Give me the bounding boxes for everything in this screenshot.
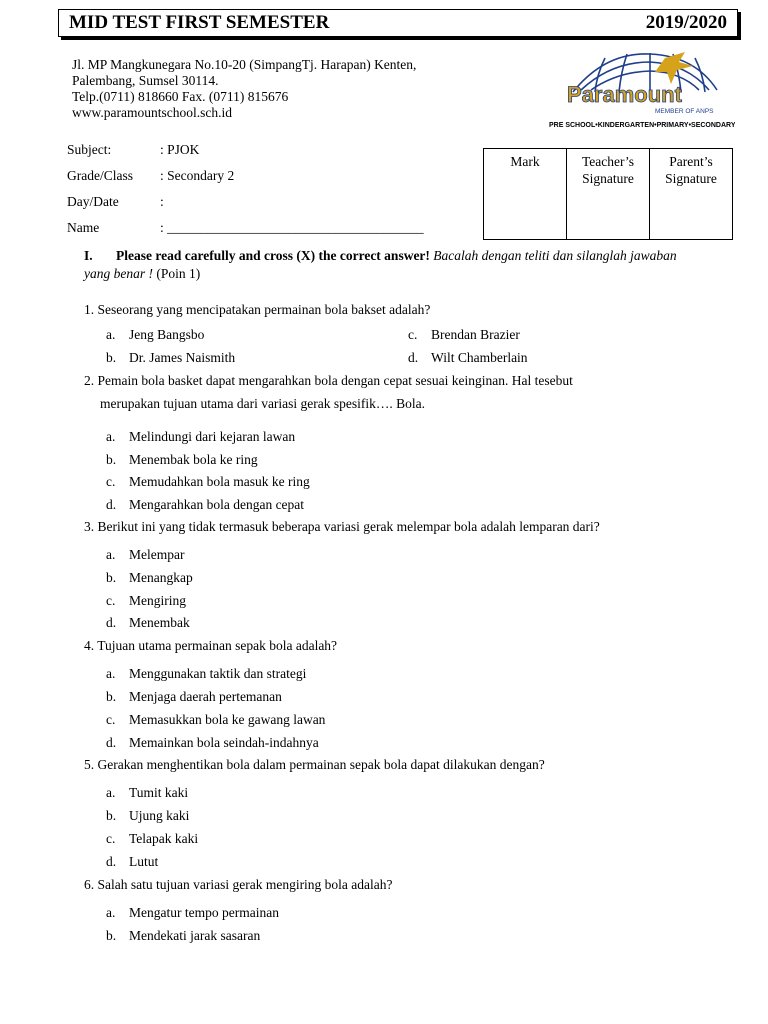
question-2: 2. Pemain bola basket dapat mengarahkan bola dengan cepat sesuai keinginan. Hal tesebut: [84, 373, 573, 388]
option-text: Ujung kaki: [129, 808, 190, 823]
option-4a[interactable]: [106, 665, 306, 682]
option-text: Mendekati jarak sasaran: [129, 928, 261, 943]
info-value: : Secondary 2: [160, 168, 235, 183]
option-6a[interactable]: [106, 904, 279, 921]
option-text: Dr. James Naismith: [129, 350, 236, 365]
mark-label: Mark: [510, 154, 540, 169]
option-text: Brendan Brazier: [431, 327, 520, 342]
option-letter: b.: [106, 350, 117, 365]
info-row-grade: [67, 163, 424, 189]
option-letter: d.: [106, 854, 117, 869]
address-line: Palembang, Sumsel 30114.: [72, 73, 219, 88]
option-1d[interactable]: [408, 349, 528, 366]
globe-icon: [545, 50, 735, 130]
exam-title: MID TEST FIRST SEMESTER: [69, 12, 330, 33]
info-value: :: [160, 194, 164, 209]
phone-line: Telp.(0711) 818660 Fax. (0711) 815676: [72, 89, 289, 104]
option-text: Mengiring: [129, 593, 186, 608]
parent-label: Parent’s: [669, 154, 713, 169]
option-text: Mengatur tempo permainan: [129, 905, 279, 920]
option-text: Melindungi dari kejaran lawan: [129, 429, 296, 444]
option-1b[interactable]: [106, 349, 235, 366]
option-3b[interactable]: [106, 569, 193, 586]
option-letter: c.: [106, 474, 116, 489]
option-text: Tumit kaki: [129, 785, 189, 800]
question-4: 4. Tujuan utama permainan sepak bola adalah?: [84, 638, 338, 653]
info-label: Grade/Class: [67, 168, 133, 183]
parent-label: Signature: [665, 171, 717, 186]
paramount-logo: [545, 50, 735, 130]
option-letter: b.: [106, 570, 117, 585]
info-row-date: [67, 189, 424, 215]
teacher-label: Teacher’s: [581, 154, 635, 169]
teacher-signature-cell[interactable]: [567, 149, 650, 240]
school-year: 2019/2020: [645, 12, 727, 33]
option-text: Memainkan bola seindah-indahnya: [129, 735, 319, 750]
question-6: 6. Salah satu tujuan variasi gerak mengiring bola adalah?: [84, 877, 393, 892]
address-line: Jl. MP Mangkunegara No.10-20 (SimpangTj. Harapan) Kenten,: [72, 57, 417, 72]
option-text: Menangkap: [129, 570, 193, 585]
option-letter: a.: [106, 905, 116, 920]
info-value: : PJOK: [160, 142, 200, 157]
student-info: [67, 137, 424, 241]
option-4c[interactable]: [106, 711, 325, 728]
option-5d[interactable]: [106, 853, 158, 870]
option-letter: a.: [106, 666, 116, 681]
teacher-label: Signature: [582, 171, 634, 186]
parent-signature-cell[interactable]: [650, 149, 733, 240]
option-3c[interactable]: [106, 592, 186, 609]
option-2c[interactable]: [106, 473, 310, 490]
logo-tagline: MEMBER OF ANPS: [655, 108, 714, 115]
option-letter: c.: [106, 712, 116, 727]
website-line: www.paramountschool.sch.id: [72, 105, 232, 120]
question-2-continued: merupakan tujuan utama dari variasi gerak spesifik…. Bola.: [100, 396, 426, 411]
option-5c[interactable]: [106, 830, 198, 847]
option-text: Melempar: [129, 547, 185, 562]
option-text: Wilt Chamberlain: [431, 350, 528, 365]
option-5a[interactable]: [106, 784, 188, 801]
option-text: Menembak: [129, 615, 190, 630]
instruction-italic: Bacalah dengan teliti dan silanglah jawaban yang benar !: [84, 248, 677, 281]
option-letter: d.: [106, 735, 117, 750]
option-text: Telapak kaki: [129, 831, 199, 846]
option-letter: c.: [408, 327, 418, 342]
option-letter: d.: [408, 350, 419, 365]
option-text: Lutut: [129, 854, 159, 869]
option-letter: d.: [106, 615, 117, 630]
name-field[interactable]: : ______________________________________: [160, 220, 424, 235]
option-letter: b.: [106, 808, 117, 823]
option-text: Memudahkan bola masuk ke ring: [129, 474, 310, 489]
info-row-name: [67, 215, 424, 241]
option-2d[interactable]: [106, 496, 304, 513]
option-letter: d.: [106, 497, 117, 512]
option-letter: b.: [106, 928, 117, 943]
mark-cell[interactable]: [484, 149, 567, 240]
option-4b[interactable]: [106, 688, 282, 705]
info-label: Day/Date: [67, 194, 119, 209]
signature-table: [483, 148, 733, 240]
option-text: Menjaga daerah pertemanan: [129, 689, 282, 704]
option-1a[interactable]: [106, 326, 204, 343]
option-text: Memasukkan bola ke gawang lawan: [129, 712, 326, 727]
logo-levels: PRE SCHOOL•KINDERGARTEN•PRIMARY•SECONDARY: [549, 122, 735, 129]
option-3a[interactable]: [106, 546, 184, 563]
option-letter: a.: [106, 547, 116, 562]
option-5b[interactable]: [106, 807, 189, 824]
instruction-bold: Please read carefully and cross (X) the correct answer!: [116, 248, 430, 263]
option-6b[interactable]: [106, 927, 260, 944]
option-2b[interactable]: [106, 451, 258, 468]
option-text: Jeng Bangsbo: [129, 327, 205, 342]
school-address: [72, 57, 416, 121]
option-letter: a.: [106, 429, 116, 444]
info-label: Name: [67, 220, 100, 235]
option-letter: b.: [106, 689, 117, 704]
option-letter: c.: [106, 593, 116, 608]
option-text: Menggunakan taktik dan strategi: [129, 666, 307, 681]
title-bar: [58, 9, 738, 37]
option-text: Menembak bola ke ring: [129, 452, 258, 467]
option-2a[interactable]: [106, 428, 295, 445]
option-letter: a.: [106, 327, 116, 342]
option-letter: a.: [106, 785, 116, 800]
section-number: I.: [84, 248, 93, 263]
option-letter: c.: [106, 831, 116, 846]
option-3d[interactable]: [106, 614, 190, 631]
option-4d[interactable]: [106, 734, 319, 751]
question-1: 1. Seseorang yang mencipatakan permainan bola bakset adalah?: [84, 302, 431, 317]
option-text: Mengarahkan bola dengan cepat: [129, 497, 305, 512]
option-letter: b.: [106, 452, 117, 467]
logo-wordmark: Paramount: [567, 82, 682, 107]
info-row-subject: [67, 137, 424, 163]
question-5: 5. Gerakan menghentikan bola dalam permainan sepak bola dapat dilakukan dengan?: [84, 757, 545, 772]
instruction-points: (Poin 1): [156, 266, 201, 281]
option-1c[interactable]: [408, 326, 520, 343]
instructions: [84, 247, 678, 283]
question-3: 3. Berikut ini yang tidak termasuk beberapa variasi gerak melempar bola adalah lemparan dari?: [84, 519, 600, 534]
info-label: Subject:: [67, 142, 112, 157]
